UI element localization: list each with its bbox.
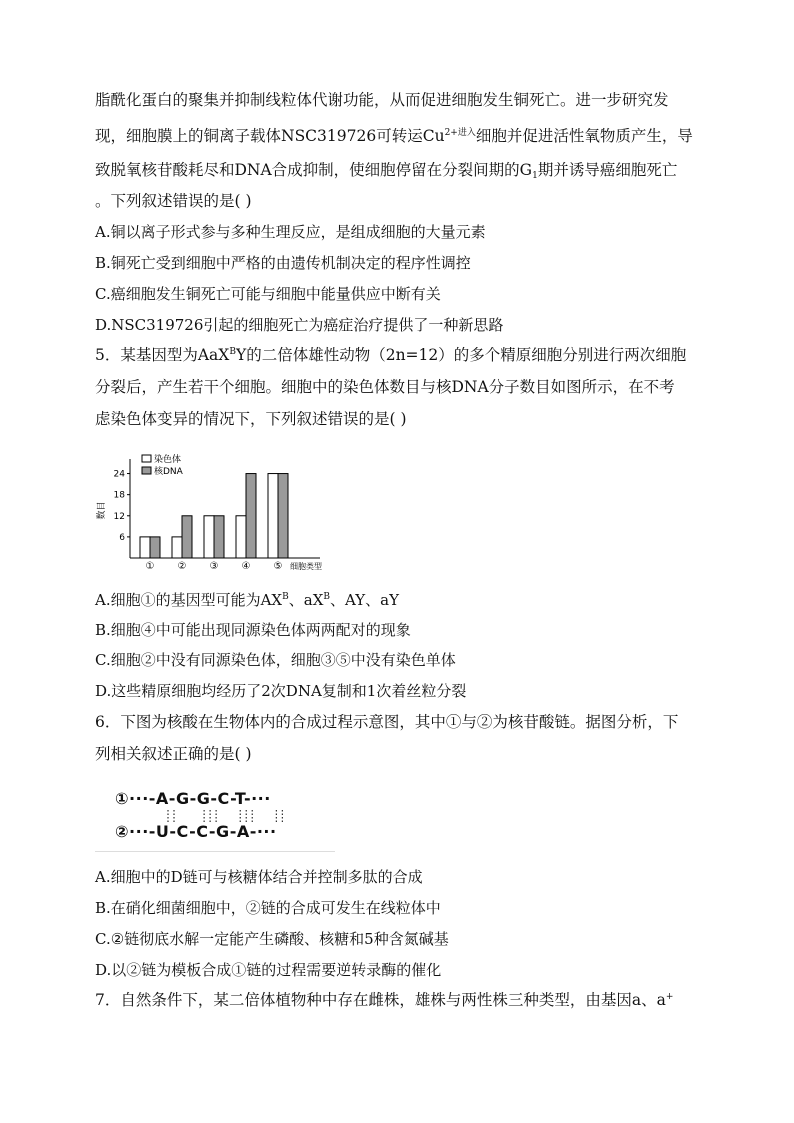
q4-option-a: A.铜以离子形式参与多种生理反应，是组成细胞的大量元素 — [95, 223, 486, 241]
bar-chromosome — [204, 516, 214, 558]
q5-option-b: B.细胞④中可能出现同源染色体两两配对的现象 — [95, 621, 411, 639]
q4-option-b: B.铜死亡受到细胞中严格的由遗传机制决定的程序性调控 — [95, 254, 471, 272]
bar-chromosome — [172, 537, 182, 558]
q6-option-c: C.②链彻底水解一定能产生磷酸、核糖和5种含氮碱基 — [95, 930, 449, 948]
legend-label: 核DNA — [154, 467, 183, 477]
y-tick-label: 24 — [113, 469, 125, 480]
bar-chromosome — [140, 537, 150, 558]
legend-swatch — [142, 467, 151, 474]
q4-option-c: C.癌细胞发生铜死亡可能与细胞中能量供应中断有关 — [95, 285, 441, 303]
bar-dna — [246, 474, 256, 558]
bar-dna — [278, 474, 288, 558]
q5-line-1: 5．某基因型为AaX$^B$Y的二倍体雄性动物（2n=12）的多个精原细胞分别进行两次细胞 — [95, 346, 687, 364]
category-label: ⑤ — [273, 561, 283, 572]
category-label: ② — [177, 561, 187, 572]
strand-1: ①···-A-G-G-C-T-··· — [115, 789, 271, 808]
y-tick-label: 18 — [113, 490, 125, 501]
intro-line-2: 现，细胞膜上的铜离子载体NSC319726可转运$Cu^{2+进入}$细胞并促进活性氧物质产生，导 — [95, 127, 693, 145]
category-label: ① — [145, 561, 155, 572]
y-tick-label: 12 — [113, 511, 125, 522]
q5-line-3: 虑染色体变异的情况下，下列叙述错误的是( ) — [95, 410, 407, 428]
category-label: ③ — [209, 561, 219, 572]
q5-option-d: D.这些精原细胞均经历了2次DNA复制和1次着丝粒分裂 — [95, 682, 467, 700]
legend-swatch — [142, 455, 151, 462]
category-label: ④ — [241, 561, 251, 572]
bar-dna — [182, 516, 192, 558]
intro-question-stem: 。下列叙述错误的是( ) — [95, 192, 252, 210]
figure-divider — [95, 851, 335, 852]
bar-dna — [214, 516, 224, 558]
intro-line-3: 致脱氧核苷酸耗尽和DNA合成抑制，使细胞停留在分裂间期的$G_1$期并诱导癌细胞死亡 — [95, 161, 678, 181]
bar-chart — [92, 450, 332, 580]
q5-line-2: 分裂后，产生若干个细胞。细胞中的染色体数目与核DNA分子数目如图所示，在不考 — [95, 378, 675, 396]
y-tick-label: 6 — [119, 532, 125, 543]
hydrogen-bond-dots: :: ::: ::: :: :: ::: ::: :: — [165, 807, 286, 825]
q6-line-1: 6．下图为核酸在生物体内的合成过程示意图，其中①与②为核苷酸链。据图分析，下 — [95, 713, 679, 731]
y-axis-label: 数目 — [97, 501, 107, 520]
intro-line-1: 脂酰化蛋白的聚集并抑制线粒体代谢功能，从而促进细胞发生铜死亡。进一步研究发 — [95, 91, 669, 109]
q6-option-d: D.以②链为模板合成①链的过程需要逆转录酶的催化 — [95, 961, 442, 979]
bar-chromosome — [236, 516, 246, 558]
q6-option-b: B.在硝化细菌细胞中，②链的合成可发生在线粒体中 — [95, 899, 441, 917]
q6-option-a: A.细胞中的D链可与核糖体结合并控制多肽的合成 — [95, 868, 423, 886]
legend-label: 染色体 — [154, 455, 182, 465]
q7-line-1: 7．自然条件下，某二倍体植物种中存在雌株，雄株与两性株三种类型，由基因a、a+ — [95, 991, 674, 1009]
strand-2: ②···-U-C-C-G-A-··· — [115, 822, 277, 841]
bar-chromosome — [268, 474, 278, 558]
q4-option-d: D.NSC319726引起的细胞死亡为癌症治疗提供了一种新思路 — [95, 316, 504, 334]
bar-dna — [150, 537, 160, 558]
q5-option-c: C.细胞②中没有同源染色体，细胞③⑤中没有染色单体 — [95, 651, 456, 669]
q5-option-a: A.细胞①的基因型可能为$AX^B$、$aX^B$、AY、aY — [95, 591, 399, 609]
x-axis-label: 细胞类型 — [290, 562, 322, 571]
q6-line-2: 列相关叙述正确的是( ) — [95, 745, 252, 763]
